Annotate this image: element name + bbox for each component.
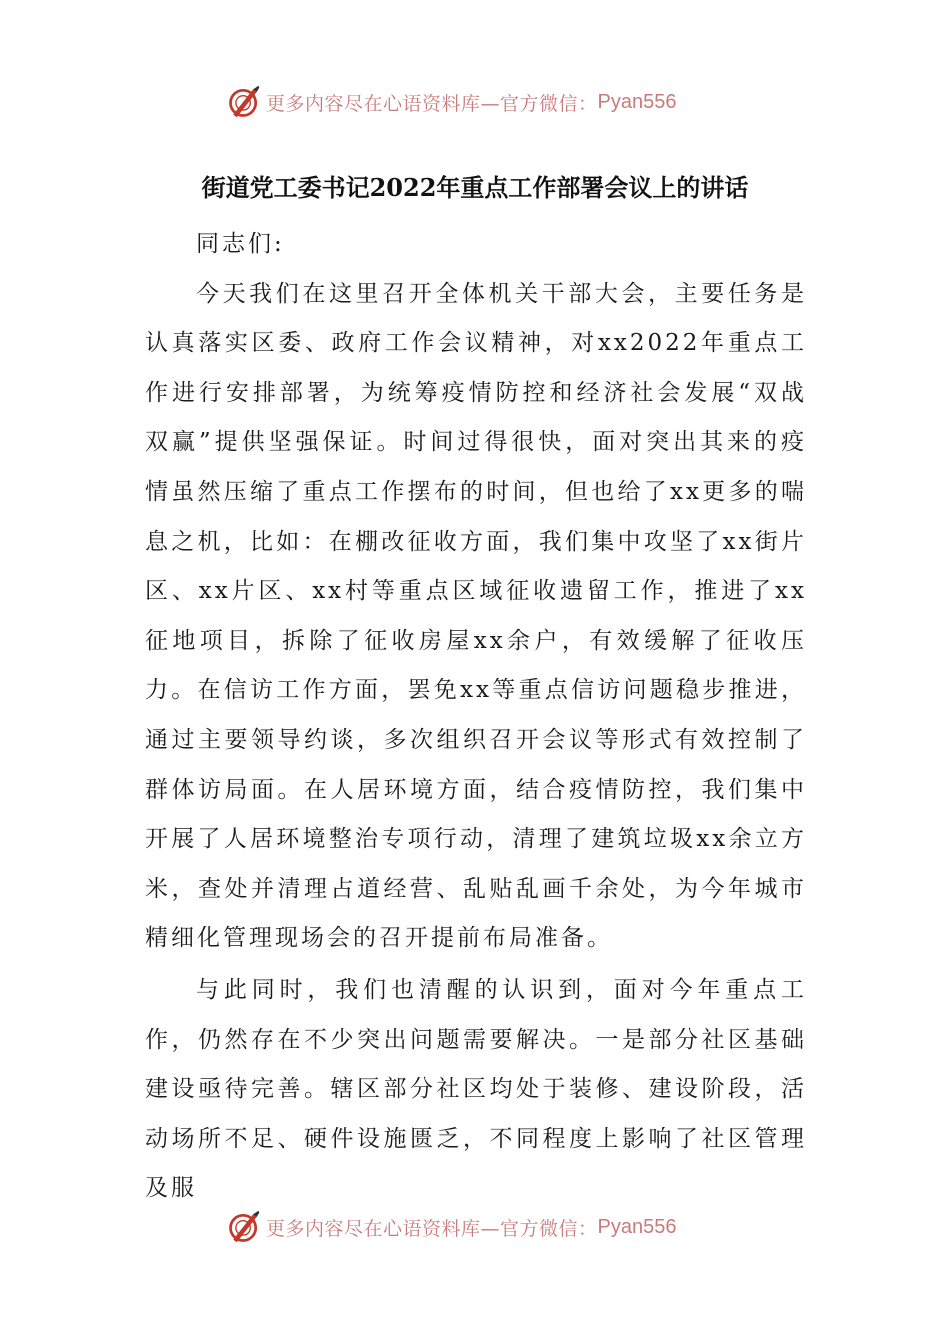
watermark-text: 更多内容尽在心语资料库—官方微信： xyxy=(266,92,598,115)
paragraph: 今天我们在这里召开全体机关干部大会，主要任务是认真落实区委、政府工作会议精神，对xx2022年重点工作进行安排部署，为统筹疫情防控和经济社会发展“双战双赢”提供坚强保证。时间过得很快，面对突出其来的疫情虽然压缩了重点工作摆布的时间，但也给了xx更多的喘息之机，比如：在棚改征收方面，我们集中攻坚了xx街片区、xx片区、xx村等重点区域征收遗留工作，推进了xx征地项目，拆除了征收房屋xx余户，有效缓解了征收压力。在信访工作方面，罢免xx等重点信访问题稳步推进，通过主要领导约谈，多次组织召开会议等形式有效控制了群体访局面。在人居环境方面，结合疫情防控，我们集中开展了人居环境整治专项行动，清理了建筑垃圾xx余立方米，查处并清理占道经营、乱贴乱画千余处，为今年城市精细化管理现场会的召开提前布局准备。 xyxy=(145,280,807,952)
document-title: 街道党工委书记2022年重点工作部署会议上的讲话 xyxy=(201,173,749,202)
watermark-wechat-id: Pyan556 xyxy=(597,90,677,113)
footer-watermark xyxy=(226,1207,676,1247)
document-body xyxy=(145,220,807,1214)
watermark-wechat-id: Pyan556 xyxy=(597,1215,677,1238)
pen-logo-icon xyxy=(226,1209,262,1245)
salutation: 同志们: xyxy=(196,231,285,257)
paragraph: 与此同时，我们也清醒的认识到，面对今年重点工作，仍然存在不少突出问题需要解决。一是部分社区基础建设亟待完善。辖区部分社区均处于装修、建设阶段，活动场所不足、硬件设施匮乏，不同程度上影响了社区管理及服 xyxy=(145,976,807,1202)
pen-logo-icon xyxy=(226,84,262,120)
header-watermark xyxy=(226,82,676,122)
watermark-text: 更多内容尽在心语资料库—官方微信： xyxy=(266,1217,598,1240)
